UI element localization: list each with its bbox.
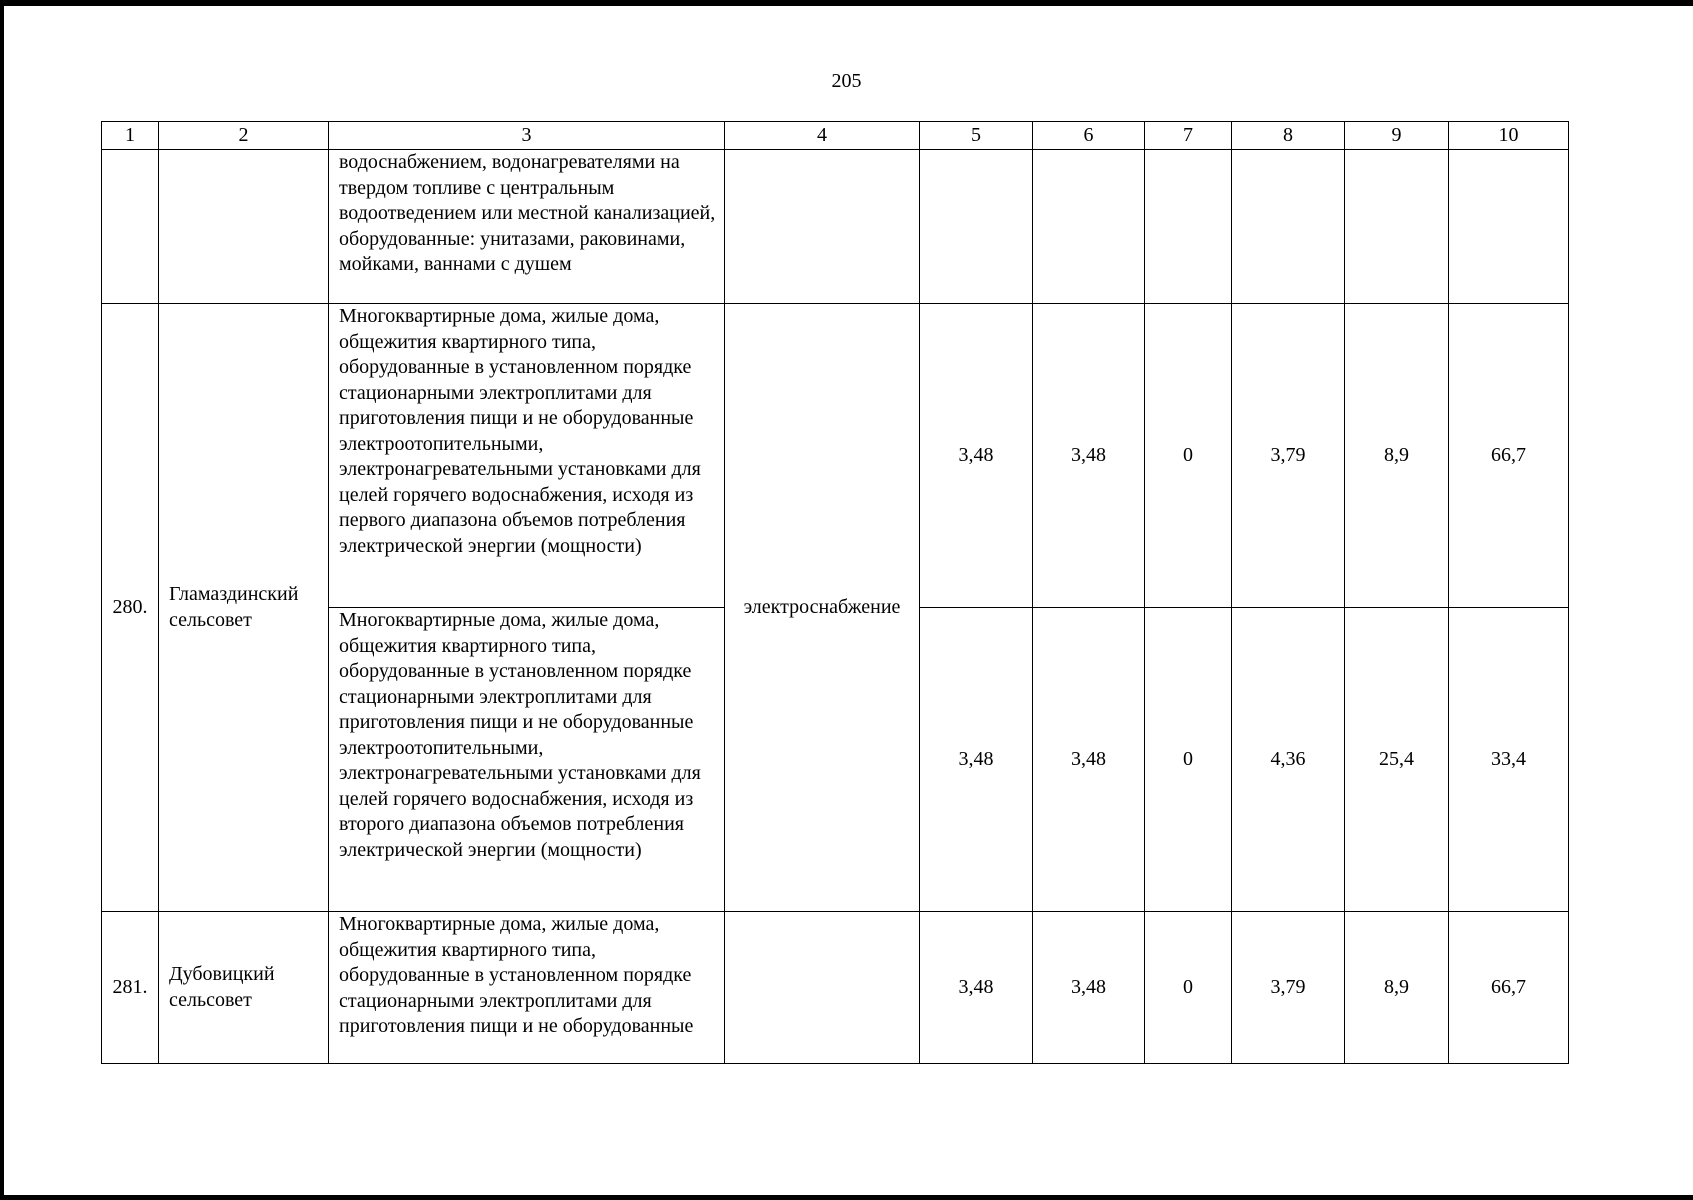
cell-c5: 3,48 xyxy=(920,608,1033,912)
cell-c10: 66,7 xyxy=(1449,912,1569,1064)
scan-border-bottom xyxy=(0,1195,1693,1200)
cell-c5 xyxy=(920,150,1033,304)
header-col-2: 2 xyxy=(159,122,329,150)
table-header-row xyxy=(102,122,1569,150)
cell-settlement-280: Гламаздинский сельсовет xyxy=(159,304,329,912)
cell-c10 xyxy=(1449,150,1569,304)
header-col-3: 3 xyxy=(329,122,725,150)
header-col-1: 1 xyxy=(102,122,159,150)
cell-c7: 0 xyxy=(1145,608,1232,912)
cell-c7 xyxy=(1145,150,1232,304)
cell-c5: 3,48 xyxy=(920,304,1033,608)
cell-description-280-2 xyxy=(329,608,725,912)
cell-description-280-1 xyxy=(329,304,725,608)
cell-c8 xyxy=(1232,150,1345,304)
header-col-7: 7 xyxy=(1145,122,1232,150)
cell-c8: 3,79 xyxy=(1232,304,1345,608)
cell-c6: 3,48 xyxy=(1033,304,1145,608)
table-row-280-range-1 xyxy=(102,304,1569,608)
cell-service xyxy=(725,150,920,304)
cell-settlement-281: Дубовицкий сельсовет xyxy=(159,912,329,1064)
cell-c7: 0 xyxy=(1145,912,1232,1064)
scan-border-left xyxy=(0,0,4,1200)
cell-c5: 3,48 xyxy=(920,912,1033,1064)
description-text: Многоквартирные дома, жилые дома, общежития квартирного типа, оборудованные в установленном порядке стационарными электроплитами для приготовления пищи и не оборудованные электроотопительными, электронагревательными установками для целей горячего водоснабжения, исходя из второго диапазона объемов потребления электрической энергии (мощности) xyxy=(339,609,701,861)
cell-c10: 33,4 xyxy=(1449,608,1569,912)
cell-settlement xyxy=(159,150,329,304)
header-col-9: 9 xyxy=(1345,122,1449,150)
cell-c6: 3,48 xyxy=(1033,912,1145,1064)
cell-c8: 4,36 xyxy=(1232,608,1345,912)
description-text: водоснабжением, водонагревателями на твердом топливе с центральным водоотведением или местной канализацией, оборудованные: унитазами, раковинами, мойками, ваннами с душем xyxy=(339,151,716,275)
page-number: 205 xyxy=(831,70,862,92)
header-col-4: 4 xyxy=(725,122,920,150)
table-row-continuation xyxy=(102,150,1569,304)
scan-border-top xyxy=(0,0,1693,6)
header-col-6: 6 xyxy=(1033,122,1145,150)
cell-c9: 8,9 xyxy=(1345,912,1449,1064)
tariff-table xyxy=(101,121,1569,1064)
description-text: Многоквартирные дома, жилые дома, общежития квартирного типа, оборудованные в установленном порядке стационарными электроплитами для приготовления пищи и не оборудованные xyxy=(339,913,694,1037)
cell-c9: 8,9 xyxy=(1345,304,1449,608)
header-col-8: 8 xyxy=(1232,122,1345,150)
description-text: Многоквартирные дома, жилые дома, общежития квартирного типа, оборудованные в установленном порядке стационарными электроплитами для приготовления пищи и не оборудованные электроотопительными, электронагревательными установками для целей горячего водоснабжения, исходя из первого диапазона объемов потребления электрической энергии (мощности) xyxy=(339,305,701,557)
cell-c9: 25,4 xyxy=(1345,608,1449,912)
cell-c6 xyxy=(1033,150,1145,304)
cell-number xyxy=(102,150,159,304)
table-row-281 xyxy=(102,912,1569,1064)
cell-c9 xyxy=(1345,150,1449,304)
cell-description xyxy=(329,150,725,304)
cell-c10: 66,7 xyxy=(1449,304,1569,608)
cell-number-281: 281. xyxy=(102,912,159,1064)
header-col-5: 5 xyxy=(920,122,1033,150)
cell-description-281 xyxy=(329,912,725,1064)
cell-service-281 xyxy=(725,912,920,1064)
cell-c8: 3,79 xyxy=(1232,912,1345,1064)
header-col-10: 10 xyxy=(1449,122,1569,150)
cell-service-280: электроснабжение xyxy=(725,304,920,912)
cell-c6: 3,48 xyxy=(1033,608,1145,912)
cell-number-280: 280. xyxy=(102,304,159,912)
cell-c7: 0 xyxy=(1145,304,1232,608)
